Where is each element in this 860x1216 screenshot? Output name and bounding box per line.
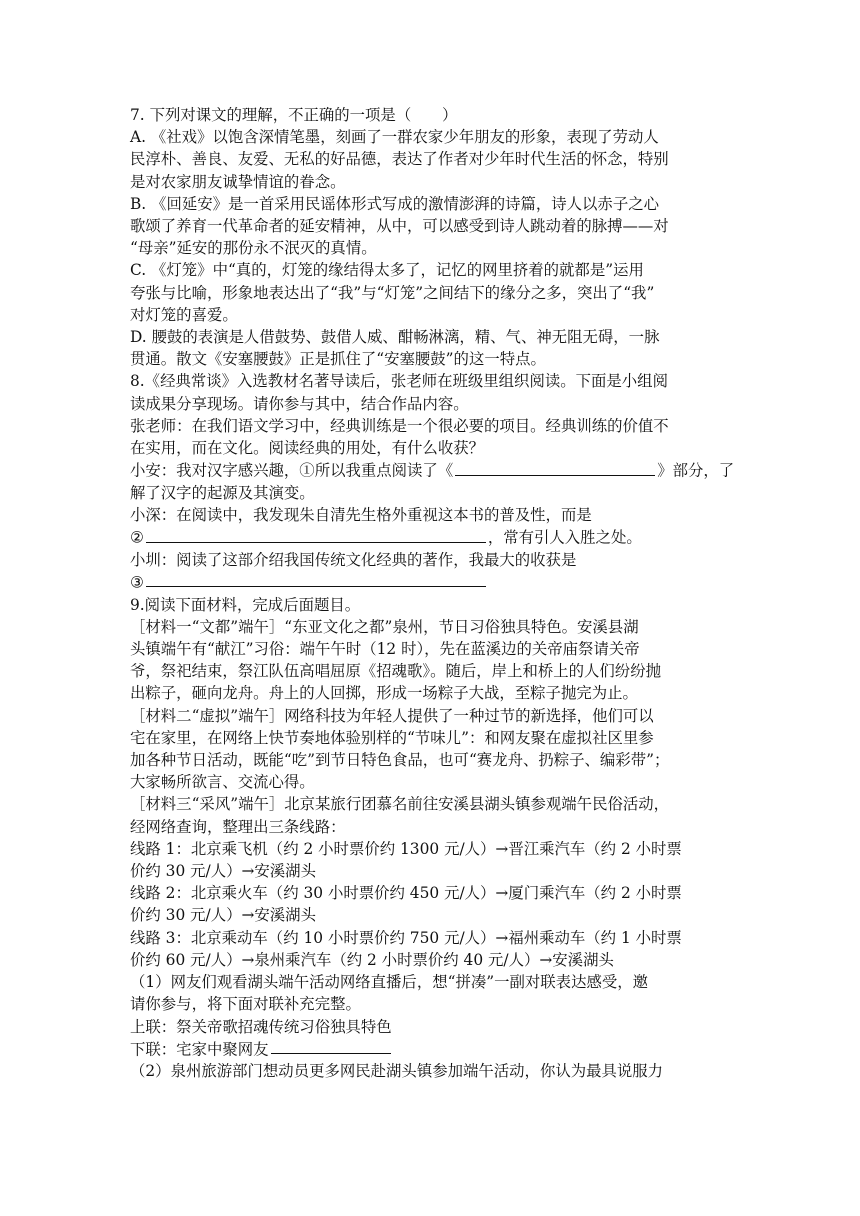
- q7-option-c-line: 夸张与比喻，形象地表达出了“我”与“灯笼”之间结下的缘分之多，突出了“我”: [130, 283, 655, 302]
- q8-xiaoshen-answer-line: [130, 526, 748, 549]
- q9-route-line: 价约 30 元/人）→安溪湖头: [130, 906, 316, 925]
- q9-material-2-line: ［材料二“虚拟”端午］网络科技为年轻人提供了一种过节的新选择，他们可以: [130, 706, 654, 725]
- q9-material-1-line: 头镇端午有“献江”习俗：端午午时（12 时），先在蓝溪边的关帝庙祭请关帝: [130, 640, 640, 659]
- q9-route-line: 线路 2：北京乘火车（约 30 小时票价约 450 元/人）→厦门乘汽车（约 2 小时票: [130, 884, 682, 903]
- q9-material-3-line: ［材料三“采风”端午］北京某旅行团慕名前往安溪县湖头镇参观端午民俗活动，: [130, 795, 670, 814]
- q7-stem: 7. 下列对课文的理解，不正确的一项是（ ）: [130, 106, 458, 124]
- q8-xiaozhen-line: 小圳：阅读了这部介绍我国传统文化经典的著作，我最大的收获是: [130, 550, 577, 569]
- answer-blank-3[interactable]: [146, 571, 486, 587]
- q8-xiaoshen-text-after: ，常有引人入胜之处。: [487, 528, 642, 547]
- q7-option-c-line: C. 《灯笼》中“真的，灯笼的缘结得太多了，记忆的网里挤着的就都是”运用: [130, 261, 644, 280]
- q9-material-2-line: 加各种节日活动，既能“吃”到节日特色食品，也可“赛龙舟、扔粽子、编彩带”；: [130, 751, 670, 770]
- q7-option-a-line: 民淳朴、善良、友爱、无私的好品德，表达了作者对少年时代生活的怀念，特别: [130, 150, 669, 169]
- q7-option-a-line: A. 《社戏》以饱含深情笔墨，刻画了一群农家少年朋友的形象，表现了劳动人: [130, 128, 659, 147]
- circled-number-2: ②: [130, 528, 144, 547]
- q7-option-c-line: 对灯笼的喜爱。: [130, 305, 238, 324]
- q8-xiaoan-line: [130, 459, 748, 482]
- q7-option-d-line: D. 腰鼓的表演是人借鼓势、鼓借人威、酣畅淋漓，精、气、神无阻无碍，一脉: [130, 328, 660, 347]
- q9-route-line: 价约 60 元/人）→泉州乘汽车（约 2 小时票价约 40 元/人）→安溪湖头: [130, 950, 614, 969]
- q8-xiaoan-line-2: 解了汉字的起源及其演变。: [130, 483, 315, 502]
- q7-option-a-line: 是对农家朋友诚挚情谊的眷念。: [130, 172, 346, 191]
- q9-route-line: 价约 30 元/人）→安溪湖头: [130, 862, 316, 881]
- q7-option-b-line: 歌颂了养育一代革命者的延安精神，从中，可以感受到诗人跳动着的脉搏——对: [130, 217, 669, 236]
- q9-sub1-line: 请你参与，将下面对联补充完整。: [130, 995, 361, 1014]
- q9-material-1-line: 爷，祭祀结束，祭江队伍高唱屈原《招魂歌》。随后，岸上和桥上的人们纷纷抛: [130, 662, 661, 681]
- circled-number-3: ③: [130, 573, 144, 592]
- q9-material-1-line: 出粽子，砸向龙舟。舟上的人回掷，形成一场粽子大战，至粽子抛完为止。: [130, 684, 638, 703]
- q9-material-3-line: 经网络查询，整理出三条线路：: [130, 817, 346, 836]
- q9-material-1-line: ［材料一“文都”端午］“东亚文化之都”泉州，节日习俗独具特色。安溪县湖: [130, 617, 639, 636]
- q7-option-b-line: B. 《回延安》是一首采用民谣体形式写成的激情澎湃的诗篇，诗人以赤子之心: [130, 194, 659, 213]
- q7-option-d-line: 贯通。散文《安塞腰鼓》正是抓住了“安塞腰鼓”的这一特点。: [130, 350, 546, 369]
- q9-material-2-line: 宅在家里，在网络上快节奏地体验别样的“节味儿”：和网友聚在虚拟社区里参: [130, 728, 654, 747]
- q9-sub1-line: （1）网友们观看湖头端午活动网络直播后，想“拼凑”一副对联表达感受，邀: [130, 973, 649, 992]
- q8-teacher-line: 张老师：在我们语文学习中，经典训练是一个很必要的项目。经典训练的价值不: [130, 416, 669, 435]
- couplet-upper-line: 上联：祭关帝歌招魂传统习俗独具特色: [130, 1017, 392, 1036]
- q8-teacher-line: 在实用，而在文化。阅读经典的用处，有什么收获？: [130, 439, 484, 458]
- couplet-lower-line: [130, 1038, 748, 1061]
- q9-route-line: 线路 3：北京乘动车（约 10 小时票价约 750 元/人）→福州乘动车（约 1 小时票: [130, 928, 682, 947]
- answer-blank-2[interactable]: [146, 526, 486, 542]
- answer-blank-1[interactable]: [455, 459, 655, 475]
- q8-xiaoshen-line: 小深：在阅读中，我发现朱自清先生格外重视这本书的普及性，而是: [130, 506, 592, 525]
- q8-intro-line: 8.《经典常谈》入选教材名著导读后，张老师在班级里组织阅读。下面是小组阅: [130, 372, 668, 391]
- couplet-lower-text: 下联：宅家中聚网友: [130, 1040, 269, 1059]
- answer-blank-4[interactable]: [271, 1038, 391, 1054]
- q8-xiaozhen-answer-line: [130, 571, 748, 594]
- q7-option-b-line: “母亲”延安的那份永不泯灭的真情。: [130, 239, 377, 258]
- q8-xiaoan-text: 小安：我对汉字感兴趣，①所以我重点阅读了《: [130, 461, 454, 480]
- q9-stem: 9.阅读下面材料，完成后面题目。: [130, 595, 361, 614]
- q8-intro-line: 读成果分享现场。请你参与其中，结合作品内容。: [130, 394, 469, 413]
- q9-route-line: 线路 1：北京乘飞机（约 2 小时票价约 1300 元/人）→晋江乘汽车（约 2 小时票: [130, 839, 682, 858]
- q9-material-2-line: 大家畅所欲言、交流心得。: [130, 773, 315, 792]
- q9-sub2-line: （2）泉州旅游部门想动员更多网民赴湖头镇参加端午活动，你认为最具说服力: [130, 1062, 664, 1081]
- q8-xiaoan-text-after: 》部分，了: [657, 461, 735, 480]
